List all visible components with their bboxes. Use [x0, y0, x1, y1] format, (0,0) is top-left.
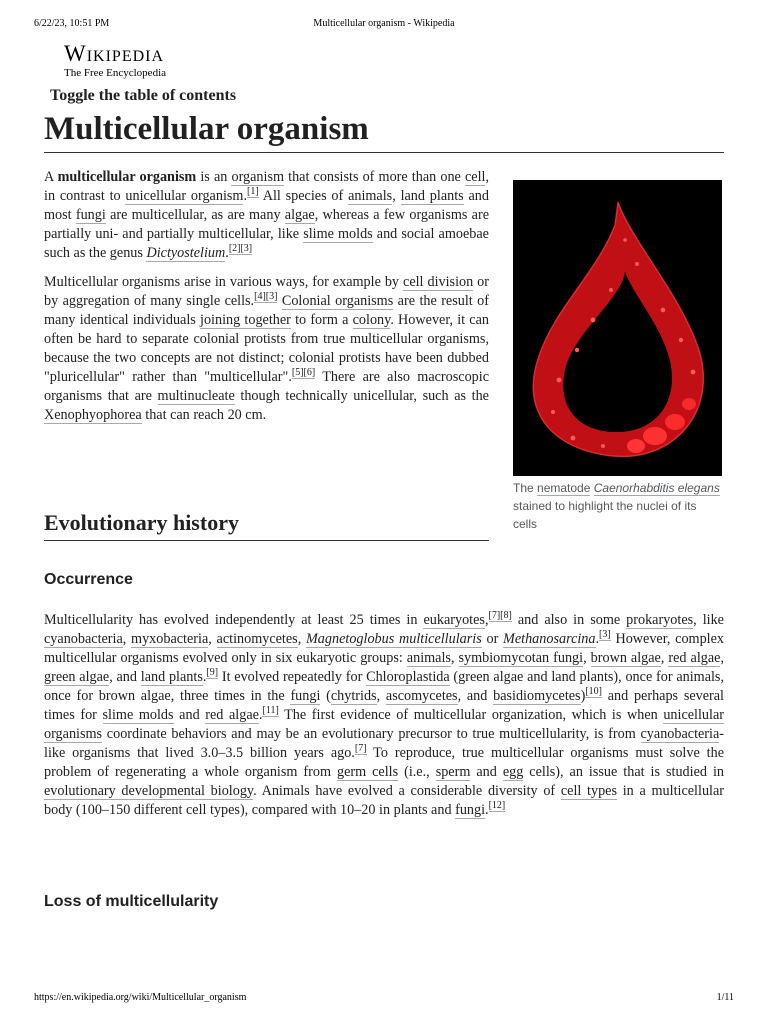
wiki-link[interactable]: unicellular organism	[125, 188, 244, 204]
citation-link[interactable]: [4][3]	[254, 291, 278, 303]
wiki-link[interactable]: slime molds	[303, 226, 373, 242]
bold-term: multicellular organism	[57, 169, 197, 185]
wiki-link[interactable]: Magnetoglobus multicellularis	[305, 631, 482, 647]
subsection-heading-loss-of-multicellularity: Loss of multicellularity	[44, 893, 219, 910]
citation-link[interactable]: [2][3]	[228, 243, 253, 255]
wiki-link[interactable]: multinucleate	[157, 388, 235, 404]
wiki-link[interactable]: land plants	[400, 188, 464, 204]
wiki-link[interactable]: eukaryotes	[423, 612, 485, 628]
wiki-link[interactable]: land plants	[140, 669, 203, 685]
print-date: 6/22/23, 10:51 PM	[34, 18, 110, 29]
wiki-link[interactable]: basidiomycetes	[493, 688, 581, 704]
toggle-toc-button[interactable]: Toggle the table of contents	[50, 87, 237, 104]
wiki-link[interactable]: Xenophyophorea	[44, 407, 142, 423]
subsection-heading-occurrence: Occurrence	[44, 571, 133, 588]
wiki-link[interactable]: red algae	[205, 707, 259, 723]
intro-paragraph-2: Multicellular organisms arise in various ways, for example by cell division or by aggregation of many single cells.[4][3] Colonial organisms are the result of many identical individuals joining together to form a colony. However, it can often be hard to separate colonial protists from true multicellular organisms, because the two concepts are not distinct; colonial protists have been dubbed "pluricellular" rather than "multicellular".[5][6] There are also macroscopic organisms that are multinucleate though technically unicellular, such as the Xenophyophorea that can reach 20 cm.	[44, 274, 489, 423]
wiki-link[interactable]: cyanobacteria	[44, 631, 123, 647]
wiki-link[interactable]: sperm	[435, 764, 471, 780]
citation-link[interactable]: [5][6]	[291, 367, 316, 379]
wiki-link[interactable]: Colonial organisms	[281, 293, 394, 309]
wiki-link[interactable]: myxobacteria	[131, 631, 209, 647]
wiki-link[interactable]: prokaryotes	[626, 612, 694, 628]
wiki-link[interactable]: animals	[348, 188, 393, 204]
wiki-link[interactable]: symbiomycotan fungi	[458, 650, 584, 666]
wiki-link[interactable]: germ cells	[336, 764, 399, 780]
citation-link[interactable]: [1]	[247, 186, 259, 198]
occurrence-section	[44, 611, 724, 820]
wiki-link[interactable]: cell division	[403, 274, 474, 290]
wiki-link[interactable]: algae	[284, 207, 315, 223]
wiki-link[interactable]: cell types	[560, 783, 618, 799]
wiki-link[interactable]: red algae	[668, 650, 721, 666]
wiki-link[interactable]: Caenorhabditis elegans	[593, 481, 720, 495]
wiki-link[interactable]: fungi	[290, 688, 321, 704]
intro-paragraph-1: A multicellular organism is an organism that consists of more than one cell, in contrast to unicellular organism.[1] All species of animals, land plants and most fungi are multicellular, as are many algae, whereas a few organisms are partially uni- and partially multicellular, like slime molds and social amoebae such as the genus Dictyostelium.[2][3]	[44, 169, 489, 261]
wikipedia-logo[interactable]	[64, 42, 166, 79]
article-intro	[44, 168, 489, 435]
wiki-link[interactable]: evolutionary developmental biology	[44, 783, 254, 799]
wiki-link[interactable]: egg	[502, 764, 524, 780]
print-page-title: Multicellular organism - Wikipedia	[313, 18, 455, 29]
citation-link[interactable]: [7][8]	[488, 610, 512, 622]
citation-link[interactable]: [3]	[599, 629, 611, 641]
wiki-link[interactable]: ascomycetes	[385, 688, 458, 704]
print-footer	[34, 992, 734, 1006]
wiki-link[interactable]: brown algae	[590, 650, 661, 666]
citation-link[interactable]: [12]	[488, 800, 506, 812]
wiki-link[interactable]: cell	[464, 169, 486, 185]
citation-link[interactable]: [10]	[585, 686, 602, 698]
infobox	[513, 180, 722, 533]
logo-wordmark: Wikipedia	[64, 41, 165, 66]
print-url: https://en.wikipedia.org/wiki/Multicellular_organism	[34, 992, 247, 1003]
nematode-image[interactable]	[513, 180, 722, 476]
print-header	[34, 18, 734, 32]
citation-link[interactable]: [11]	[262, 705, 279, 717]
wiki-link[interactable]: Dictyostelium	[146, 245, 226, 261]
wiki-link[interactable]: cyanobacteria	[640, 726, 720, 742]
section-heading-evolutionary-history: Evolutionary history	[44, 508, 489, 541]
wiki-link[interactable]: joining together	[200, 312, 291, 328]
wiki-link[interactable]: organism	[231, 169, 285, 185]
citation-link[interactable]: [7]	[354, 743, 367, 755]
print-page-number: 1/11	[716, 992, 734, 1003]
citation-link[interactable]: [9]	[206, 667, 219, 679]
occurrence-paragraph: Multicellularity has evolved independently at least 25 times in eukaryotes,[7][8] and also in some prokaryotes, like cyanobacteria, myxobacteria, actinomycetes, Magnetoglobus multicellularis or Methanosarcina.[3] However, complex multicellular organisms evolved only in six eukaryotic groups: animals, symbiomycotan fungi, brown algae, red algae, green algae, and land plants.[9] It evolved repeatedly for Chloroplastida (green algae and land plants), once for animals, once for brown algae, three times in the fungi (chytrids, ascomycetes, and basidiomycetes)[10] and perhaps several times for slime molds and red algae.[11] The first evidence of multicellular organization, which is when unicellular organisms coordinate behaviors and may be an evolutionary precursor to true multicellularity, is from cyanobacteria-like organisms that lived 3.0–3.5 billion years ago.[7] To reproduce, true multicellular organisms must solve the problem of regenerating a whole organism from germ cells (i.e., sperm and egg cells), an issue that is studied in evolutionary developmental biology. Animals have evolved a considerable diversity of cell types in a multicellular body (100–150 different cell types), compared with 10–20 in plants and fungi.[12]	[44, 610, 725, 818]
image-caption: The nematode Caenorhabditis elegans stained to highlight the nuclei of its cells	[513, 481, 720, 531]
wiki-link[interactable]: Chloroplastida	[366, 669, 450, 685]
wiki-link[interactable]: animals	[406, 650, 451, 666]
logo-tagline: The Free Encyclopedia	[64, 67, 167, 79]
wiki-link[interactable]: fungi	[75, 207, 106, 223]
wiki-link[interactable]: colony	[352, 312, 391, 328]
wiki-link[interactable]: fungi	[455, 802, 486, 818]
wiki-link[interactable]: nematode	[537, 481, 591, 495]
wiki-link[interactable]: slime molds	[102, 707, 174, 723]
wiki-link[interactable]: Methanosarcina	[503, 631, 596, 647]
wiki-link[interactable]: unicellular organisms	[44, 707, 724, 742]
wiki-link[interactable]: chytrids	[330, 688, 377, 704]
page-title: Multicellular organism	[44, 109, 724, 153]
wiki-link[interactable]: actinomycetes	[216, 631, 298, 647]
wiki-link[interactable]: green algae	[44, 669, 110, 685]
